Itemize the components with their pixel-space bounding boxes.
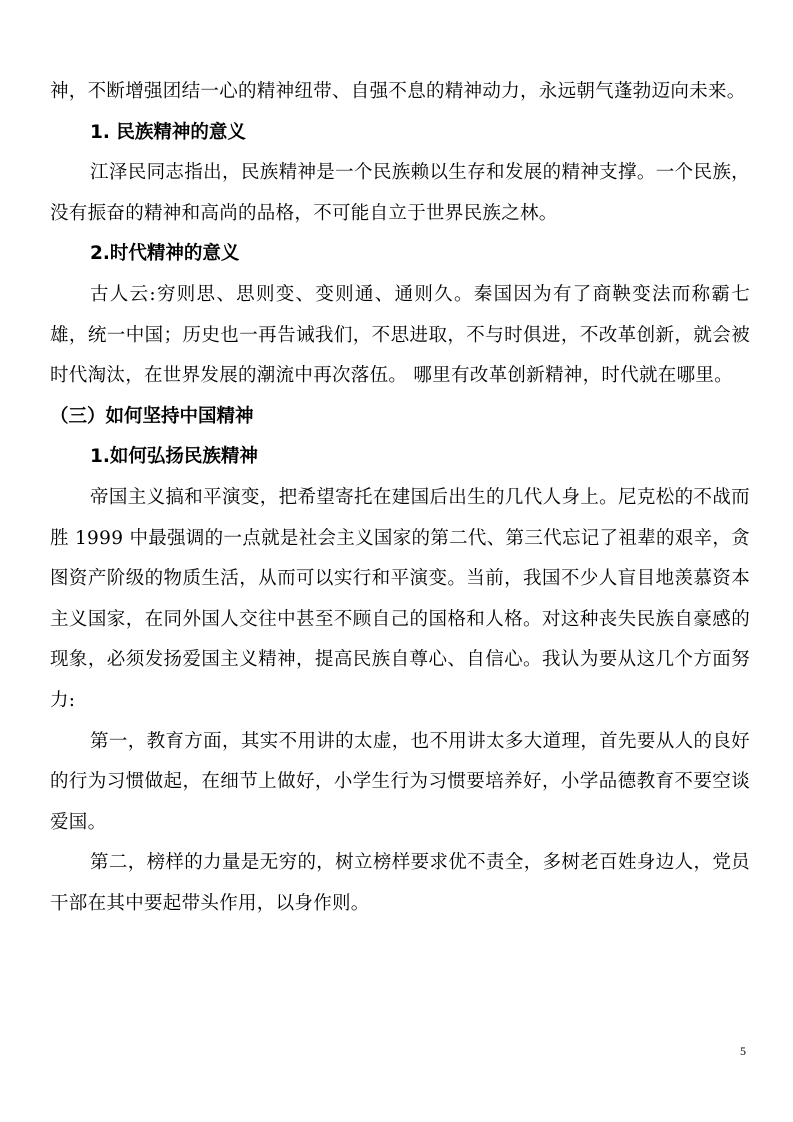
document-body bbox=[50, 72, 750, 924]
section-heading-how-to-uphold: （三）如何坚持中国精神 bbox=[50, 405, 254, 427]
paragraph-second-role-models: 第二，榜样的力量是无穷的，树立榜样要求优不责全，多树老百姓身边人，党员干部在其中要起带头作用，以身作则。 bbox=[50, 852, 750, 914]
heading-national-spirit-meaning: 1. 民族精神的意义 bbox=[90, 121, 246, 143]
paragraph-peaceful-evolution: 帝国主义搞和平演变，把希望寄托在建国后出生的几代人身上。尼克松的不战而胜 1999 中最强调的一点就是社会主义国家的第二代、第三代忘记了祖辈的艰辛，贪图资产阶级的物质生活，从而可以实行和平演变。当前，我国不少人盲目地羡慕资本主义国家，在同外国人交往中甚至不顾自己的国格和人格。对这种丧失民族自豪感的现象，必须发扬爱国主义精神，提高民族自尊心、自信心。我认为要从这几个方面努力: bbox=[50, 486, 750, 711]
paragraph-continuation: 神，不断增强团结一心的精神纽带、自强不息的精神动力，永远朝气蓬勃迈向未来。 bbox=[50, 81, 746, 102]
paragraph-reform-history: 古人云:穷则思、思则变、变则通、通则久。秦国因为有了商鞅变法而称霸七雄，统一中国；历史也一再告诫我们，不思进取，不与时俱进，不改革创新，就会被时代淘汰，在世界发展的潮流中再次落伍。 哪里有改革创新精神，时代就在哪里。 bbox=[50, 283, 750, 387]
paragraph-jiang-quote: 江泽民同志指出，民族精神是一个民族赖以生存和发展的精神支撑。一个民族，没有振奋的精神和高尚的品格，不可能自立于世界民族之林。 bbox=[50, 162, 750, 224]
heading-era-spirit-meaning: 2.时代精神的意义 bbox=[90, 243, 240, 265]
paragraph-first-education: 第一，教育方面，其实不用讲的太虚，也不用讲太多大道理，首先要从人的良好的行为习惯做起，在细节上做好，小学生行为习惯要培养好，小学品德教育不要空谈爱国。 bbox=[50, 730, 750, 833]
page-number: 5 bbox=[740, 1044, 746, 1058]
heading-promote-national-spirit: 1.如何弘扬民族精神 bbox=[90, 446, 258, 468]
